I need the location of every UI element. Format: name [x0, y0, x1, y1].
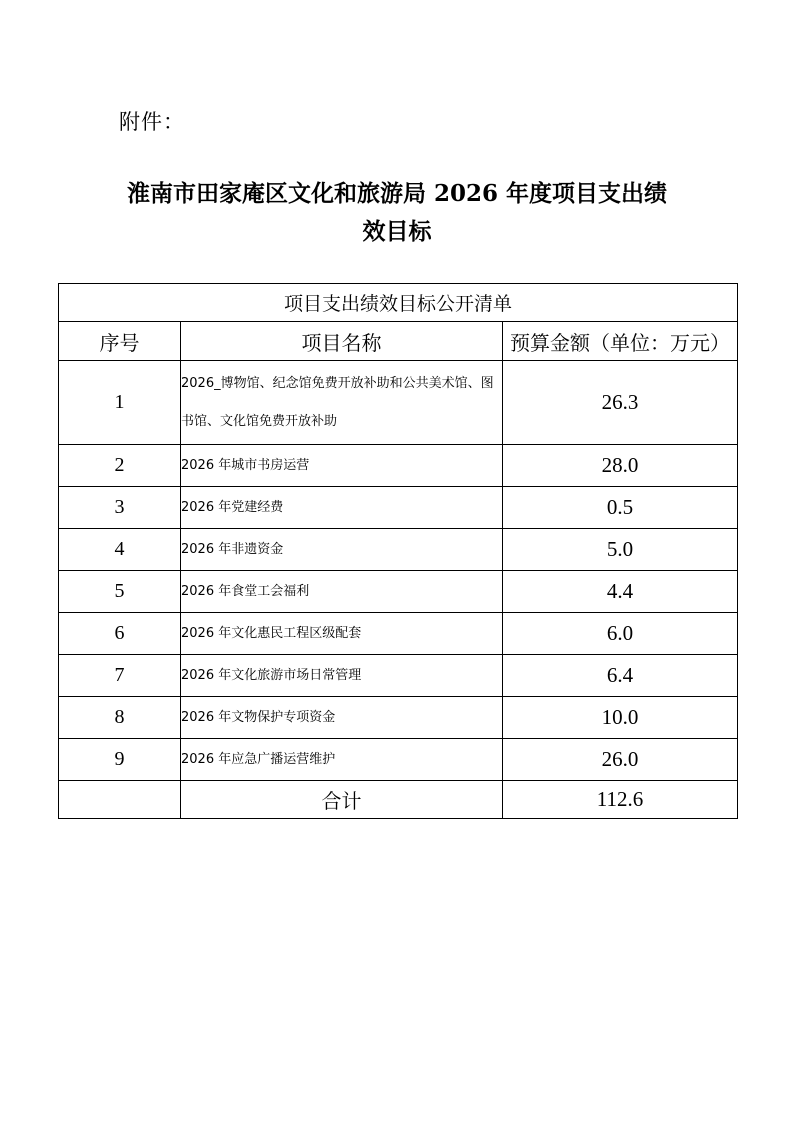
- table-row: [59, 487, 738, 529]
- row-amount: 26.0: [503, 739, 738, 781]
- row-project-name: 2026_博物馆、纪念馆免费开放补助和公共美术馆、图书馆、文化馆免费开放补助: [181, 361, 503, 445]
- attachment-label: 附件：: [119, 110, 185, 134]
- row-project-name: 2026 年非遗资金: [181, 529, 503, 571]
- table-row: [59, 529, 738, 571]
- table-row: [59, 739, 738, 781]
- row-project-name: 2026 年文化惠民工程区级配套: [181, 613, 503, 655]
- row-index: 4: [59, 529, 181, 571]
- document-title-line-1: 淮南市田家庵区文化和旅游局 2026 年度项目支出绩: [126, 180, 668, 207]
- row-amount: 5.0: [503, 529, 738, 571]
- row-amount: 4.4: [503, 571, 738, 613]
- row-amount: 0.5: [503, 487, 738, 529]
- row-project-name: 2026 年应急广播运营维护: [181, 739, 503, 781]
- table-row: [59, 571, 738, 613]
- table-caption-row: [59, 284, 738, 322]
- header-index: 序号: [59, 322, 181, 361]
- header-amount: 预算金额（单位：万元）: [503, 322, 738, 361]
- table-row: [59, 655, 738, 697]
- table-total-row: [59, 781, 738, 819]
- table-row: [59, 445, 738, 487]
- row-index: 9: [59, 739, 181, 781]
- table-header-row: [59, 322, 738, 361]
- header-name: 项目名称: [181, 322, 503, 361]
- row-amount: 6.0: [503, 613, 738, 655]
- row-project-name: 2026 年党建经费: [181, 487, 503, 529]
- table-row: [59, 613, 738, 655]
- table-row: [59, 361, 738, 445]
- row-index: 2: [59, 445, 181, 487]
- row-amount: 10.0: [503, 697, 738, 739]
- row-project-name: 2026 年食堂工会福利: [181, 571, 503, 613]
- row-project-name: 2026 年城市书房运营: [181, 445, 503, 487]
- row-index: 8: [59, 697, 181, 739]
- table-row: [59, 697, 738, 739]
- row-index: 5: [59, 571, 181, 613]
- row-index: 6: [59, 613, 181, 655]
- row-amount: 28.0: [503, 445, 738, 487]
- performance-target-table: [58, 283, 738, 819]
- total-amount: 112.6: [503, 781, 738, 819]
- table-caption: 项目支出绩效目标公开清单: [59, 284, 738, 322]
- row-amount: 26.3: [503, 361, 738, 445]
- row-index: 3: [59, 487, 181, 529]
- row-project-name: 2026 年文化旅游市场日常管理: [181, 655, 503, 697]
- row-amount: 6.4: [503, 655, 738, 697]
- row-index: 1: [59, 361, 181, 445]
- total-label: 合计: [181, 781, 503, 819]
- row-index: 7: [59, 655, 181, 697]
- total-empty-cell: [59, 781, 181, 819]
- document-title-line-2: 效目标: [362, 218, 432, 245]
- row-project-name: 2026 年文物保护专项资金: [181, 697, 503, 739]
